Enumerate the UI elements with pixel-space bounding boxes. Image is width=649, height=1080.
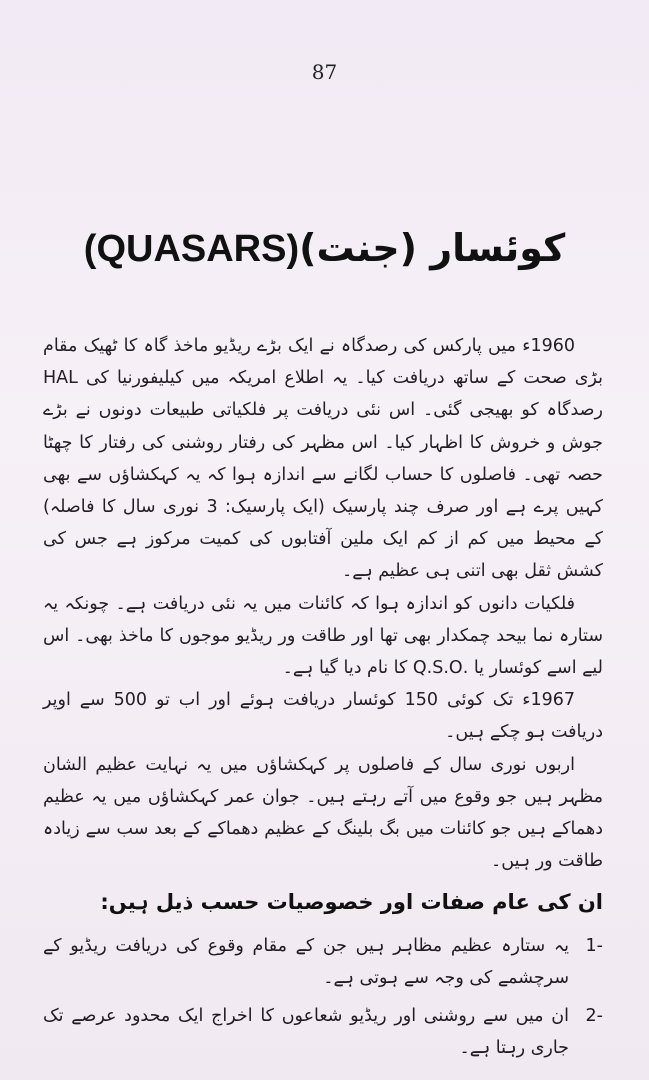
list-item xyxy=(43,1000,603,1064)
chapter-title-latin: (QUASARS) xyxy=(83,228,300,270)
list-item-number: -2 xyxy=(585,1006,603,1026)
properties-list xyxy=(43,930,603,1070)
list-item-text: ان میں سے روشنی اور ریڈیو شعاعوں کا اخراج ایک محدود عرصے تک جاری رہتا ہے۔ xyxy=(43,1006,569,1058)
chapter-title-urdu: کوئسار (جنت) xyxy=(299,226,566,270)
body-text xyxy=(43,330,603,877)
paragraph: 1960ء میں پارکس کی رصدگاہ نے ایک بڑے ریڈیو ماخذ گاہ کا ٹھیک مقام بڑی صحت کے ساتھ دریافت کیا۔ یہ اطلاع امریکہ میں کیلیفورنیا کی HAL رصدگاہ کو بھیجی گئی۔ اس نئی دریافت پر فلکیاتی طبیعات دونوں نے بڑے جوش و خروش کا اظہار کیا۔ اس مظہر کی رفتار روشنی کی رفتار کا چھٹا حصہ تھی۔ فاصلوں کا حساب لگانے سے اندازہ ہوا کہ یہ کہکشاؤں سے بھی کہیں پرے ہے اور صرف چند پارسیک (ایک پارسیک: 3 نوری سال کا فاصلہ) کے محیط میں کم از کم ایک ملین آفتابوں کی کمیت مرکوز ہے جس کی کشش ثقل بھی اتنی ہی عظیم ہے۔ xyxy=(43,336,603,582)
list-item xyxy=(43,930,603,994)
list-item-text: یہ ستارہ عظیم مظاہر ہیں جن کے مقام وقوع کی دریافت ریڈیو کے سرچشمے کی وجہ سے ہوتی ہے۔ xyxy=(43,936,569,988)
list-item-number: -1 xyxy=(585,936,603,956)
paragraph: فلکیات دانوں کو اندازہ ہوا کہ کائنات میں یہ نئی دریافت ہے۔ چونکہ یہ ستارہ نما بیحد چمکدار بھی تھا اور طاقت ور ریڈیو موجوں کا ماخذ بھی۔ اس لیے اسے کوئسار یا .Q.S.O کا نام دیا گیا ہے۔ xyxy=(43,593,603,679)
page-number: 87 xyxy=(311,60,338,84)
chapter-title xyxy=(40,226,609,271)
paragraph: 1967ء تک کوئی 150 کوئسار دریافت ہوئے اور اب تو 500 سے اوپر دریافت ہو چکے ہیں۔ xyxy=(43,690,603,743)
section-subheading: ان کی عام صفات اور خصوصیات حسب ذیل ہیں: xyxy=(100,890,603,914)
paragraph: اربوں نوری سال کے فاصلوں پر کہکشاؤں میں یہ نہایت عظیم الشان مظہر ہیں جو وقوع میں آتے رہتے ہیں۔ جوان عمر کہکشاؤں میں یہ عظیم دھماکے ہیں جو کائنات میں بگ بلینگ کے عظیم دھماکے کے بعد سب سے زیادہ طاقت ور ہیں۔ xyxy=(43,754,603,872)
